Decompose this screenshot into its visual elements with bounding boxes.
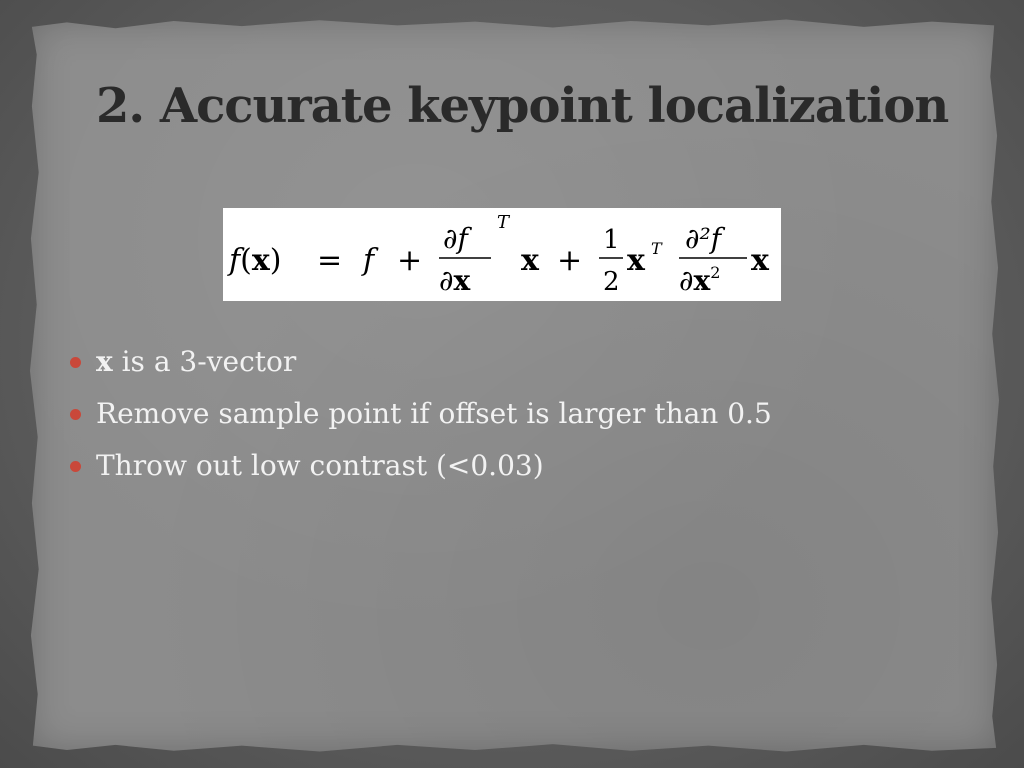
equation-partial-x2: $\partial x^2$ (679, 263, 721, 297)
taylor-expansion-equation (223, 208, 781, 301)
equation-partial-f: ∂f (443, 222, 468, 255)
equation-transpose-1: T (497, 212, 510, 233)
equation-partial2-f: ∂²f (685, 222, 722, 255)
bullet-marker-icon (70, 357, 81, 368)
bullet-item (70, 442, 772, 494)
equation-plus-2: + (557, 243, 583, 278)
bullet-text: is a 3-vector (112, 345, 297, 378)
bullet-marker-icon (70, 409, 81, 420)
equation-partial-x: ∂x (439, 264, 471, 297)
equation-one: 1 (603, 225, 620, 255)
equation-x-3: x (751, 243, 769, 278)
equation-equals: = (317, 243, 343, 278)
bullet-marker-icon (70, 461, 81, 472)
bullet-text: Throw out low contrast (<0.03) (96, 449, 544, 482)
bullet-item (70, 390, 772, 442)
equation-x-1: x (521, 243, 539, 278)
equation-x-2: x (627, 243, 645, 278)
slide-title: 2. Accurate keypoint localization (96, 78, 949, 134)
bullet-text: Remove sample point if offset is larger than 0.5 (96, 397, 772, 430)
equation-two: 2 (603, 267, 620, 297)
bullet-item (70, 338, 772, 390)
bullet-bold-term: x (96, 345, 113, 378)
equation-f: f (363, 243, 375, 278)
equation-lhs: f(x) (229, 243, 282, 278)
equation-transpose-2: T (651, 239, 662, 258)
equation-plus-1: + (397, 243, 423, 278)
bullet-list (70, 338, 772, 494)
equation-graphic (223, 208, 781, 301)
